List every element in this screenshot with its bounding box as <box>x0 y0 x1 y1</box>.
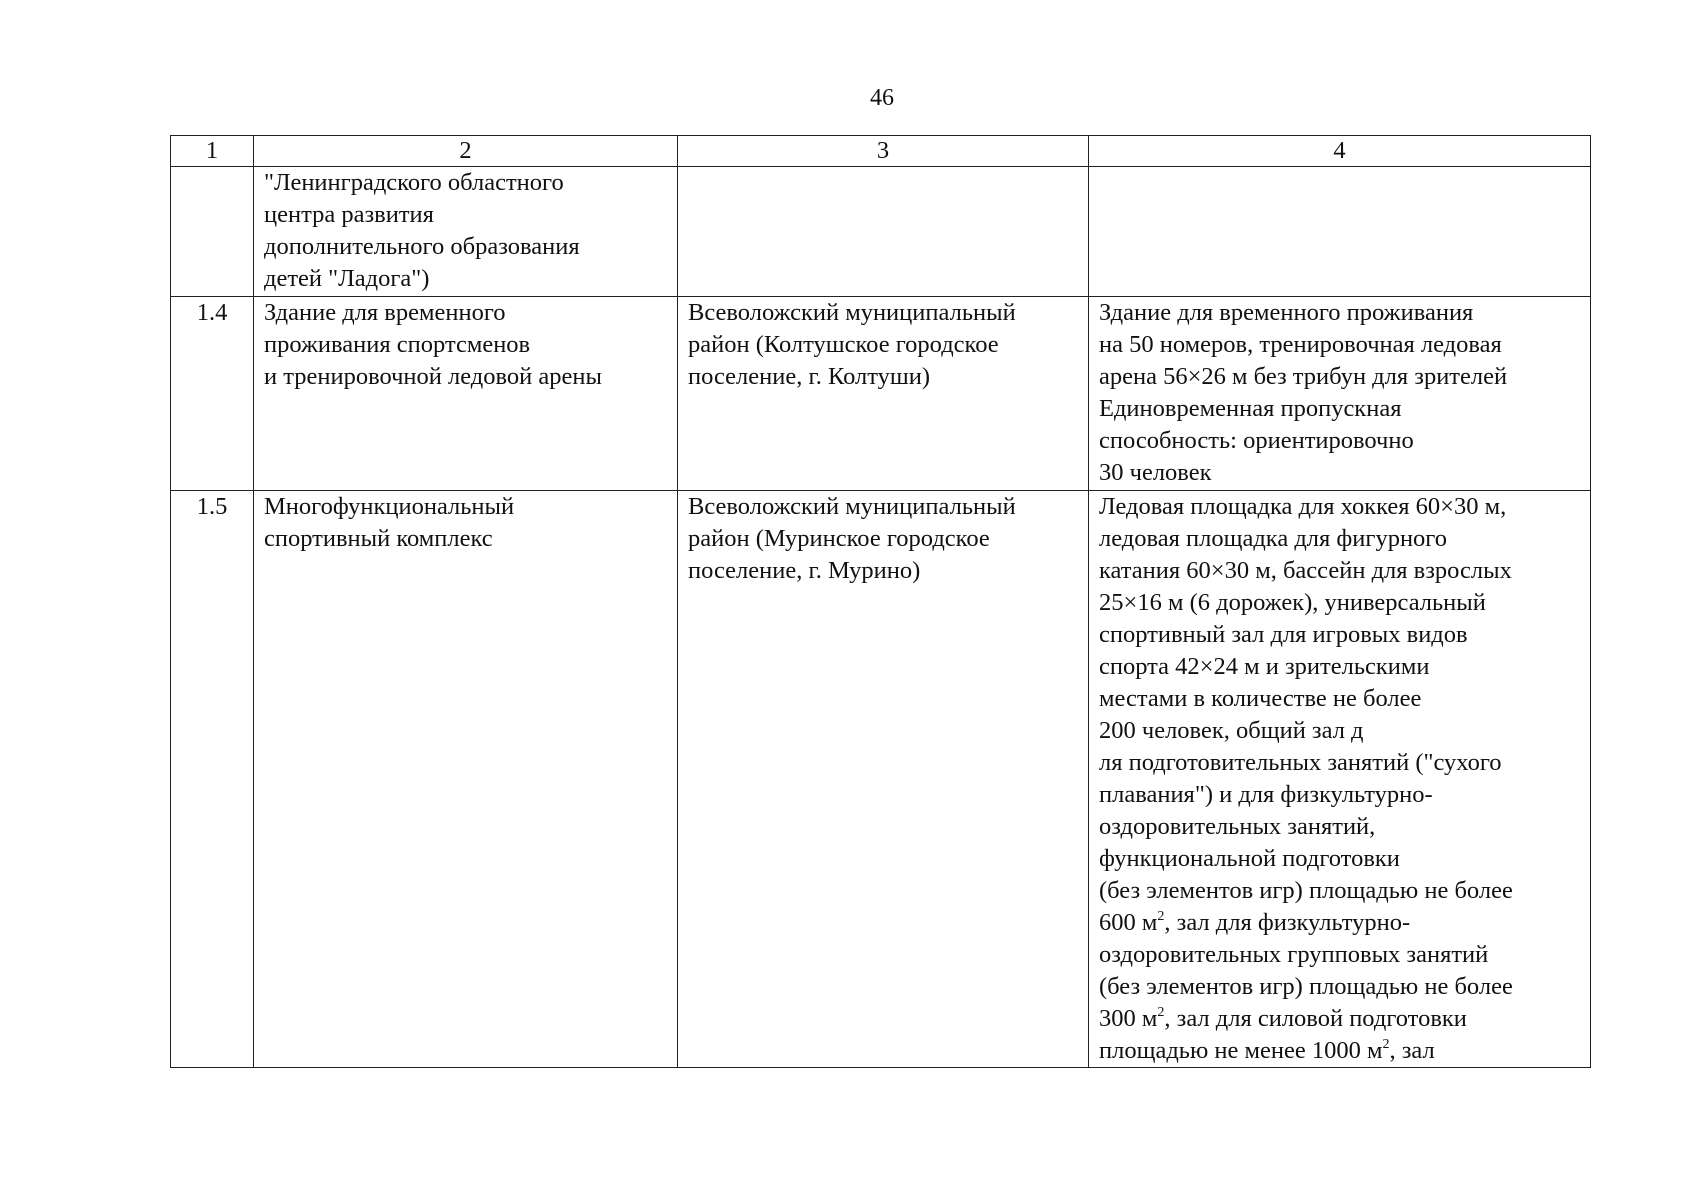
text-line: Всеволожский муниципальный <box>688 493 1016 520</box>
text-line: район (Колтушское городское <box>688 331 999 358</box>
text-line: ледовая площадка для фигурного <box>1099 525 1448 552</box>
text-line: Всеволожский муниципальный <box>688 299 1016 326</box>
text-line: центра развития <box>264 201 434 228</box>
text-fragment: площадью не менее 1000 м <box>1099 1037 1383 1064</box>
facilities-table <box>170 135 1591 1068</box>
characteristics-cell <box>1089 491 1591 1068</box>
text-line <box>1099 907 1582 939</box>
text-line: способность: ориентировочно <box>1099 427 1414 454</box>
text-line: и тренировочной ледовой арены <box>264 363 602 390</box>
text-fragment: 600 м <box>1099 909 1158 936</box>
text-line: район (Муринское городское <box>688 525 990 552</box>
text-fragment: , зал для физкультурно- <box>1164 909 1411 936</box>
table-row-1-4 <box>171 297 1591 491</box>
text-line: спортивный зал для игровых видов <box>1099 621 1468 648</box>
text-line: плавания") и для физкультурно- <box>1099 781 1433 808</box>
location-cell <box>678 297 1089 491</box>
location-cell <box>678 167 1089 297</box>
text-line: дополнительного образования <box>264 233 580 260</box>
superscript-two: 2 <box>1382 1037 1390 1052</box>
row-number-cell <box>171 167 254 297</box>
table-row-continuation <box>171 167 1591 297</box>
text-line: поселение, г. Мурино) <box>688 557 921 584</box>
text-fragment: , зал для силовой подготовки <box>1164 1005 1467 1032</box>
text-fragment: 300 м <box>1099 1005 1158 1032</box>
facility-name-cell <box>254 491 678 1068</box>
text-line: спортивный комплекс <box>264 525 493 552</box>
table-row-1-5 <box>171 491 1591 1068</box>
text-line: местами в количестве не более <box>1099 685 1422 712</box>
row-number-cell: 1.5 <box>171 491 254 1068</box>
superscript-two: 2 <box>1157 1005 1165 1020</box>
text-line: функциональной подготовки <box>1099 845 1400 872</box>
text-line: (без элементов игр) площадью не более <box>1099 877 1513 904</box>
text-line: поселение, г. Колтуши) <box>688 363 931 390</box>
text-fragment: , зал <box>1389 1037 1435 1064</box>
text-line: 30 человек <box>1099 459 1212 486</box>
characteristics-cell <box>1089 297 1591 491</box>
header-cell-4: 4 <box>1089 136 1591 167</box>
text-line: (без элементов игр) площадью не более <box>1099 973 1513 1000</box>
text-line <box>1099 1003 1582 1035</box>
text-line: "Ленинградского областного <box>264 169 564 196</box>
text-line: Единовременная пропускная <box>1099 395 1402 422</box>
text-line: оздоровительных групповых занятий <box>1099 941 1489 968</box>
text-line: спорта 42×24 м и зрительскими <box>1099 653 1430 680</box>
text-line: детей "Ладога") <box>264 265 430 292</box>
header-cell-2: 2 <box>254 136 678 167</box>
text-line: на 50 номеров, тренировочная ледовая <box>1099 331 1502 358</box>
characteristics-cell <box>1089 167 1591 297</box>
text-line: проживания спортсменов <box>264 331 531 358</box>
facility-name-cell <box>254 297 678 491</box>
text-line <box>1099 1035 1582 1067</box>
superscript-two: 2 <box>1157 909 1165 924</box>
text-line: арена 56×26 м без трибун для зрителей <box>1099 363 1508 390</box>
text-line: Здание для временного проживания <box>1099 299 1474 326</box>
text-line: Здание для временного <box>264 299 506 326</box>
text-line: Многофункциональный <box>264 493 515 520</box>
row-number-cell: 1.4 <box>171 297 254 491</box>
page-number: 46 <box>870 85 894 111</box>
text-line: Ледовая площадка для хоккея 60×30 м, <box>1099 493 1507 520</box>
table-header-row <box>171 136 1591 167</box>
text-line: оздоровительных занятий, <box>1099 813 1376 840</box>
header-cell-1: 1 <box>171 136 254 167</box>
header-cell-3: 3 <box>678 136 1089 167</box>
text-line: ля подготовительных занятий ("сухого <box>1099 749 1502 776</box>
text-line: 200 человек, общий зал д <box>1099 717 1364 744</box>
text-line: катания 60×30 м, бассейн для взрослых <box>1099 557 1512 584</box>
text-line: 25×16 м (6 дорожек), универсальный <box>1099 589 1486 616</box>
facility-name-cell <box>254 167 678 297</box>
location-cell <box>678 491 1089 1068</box>
